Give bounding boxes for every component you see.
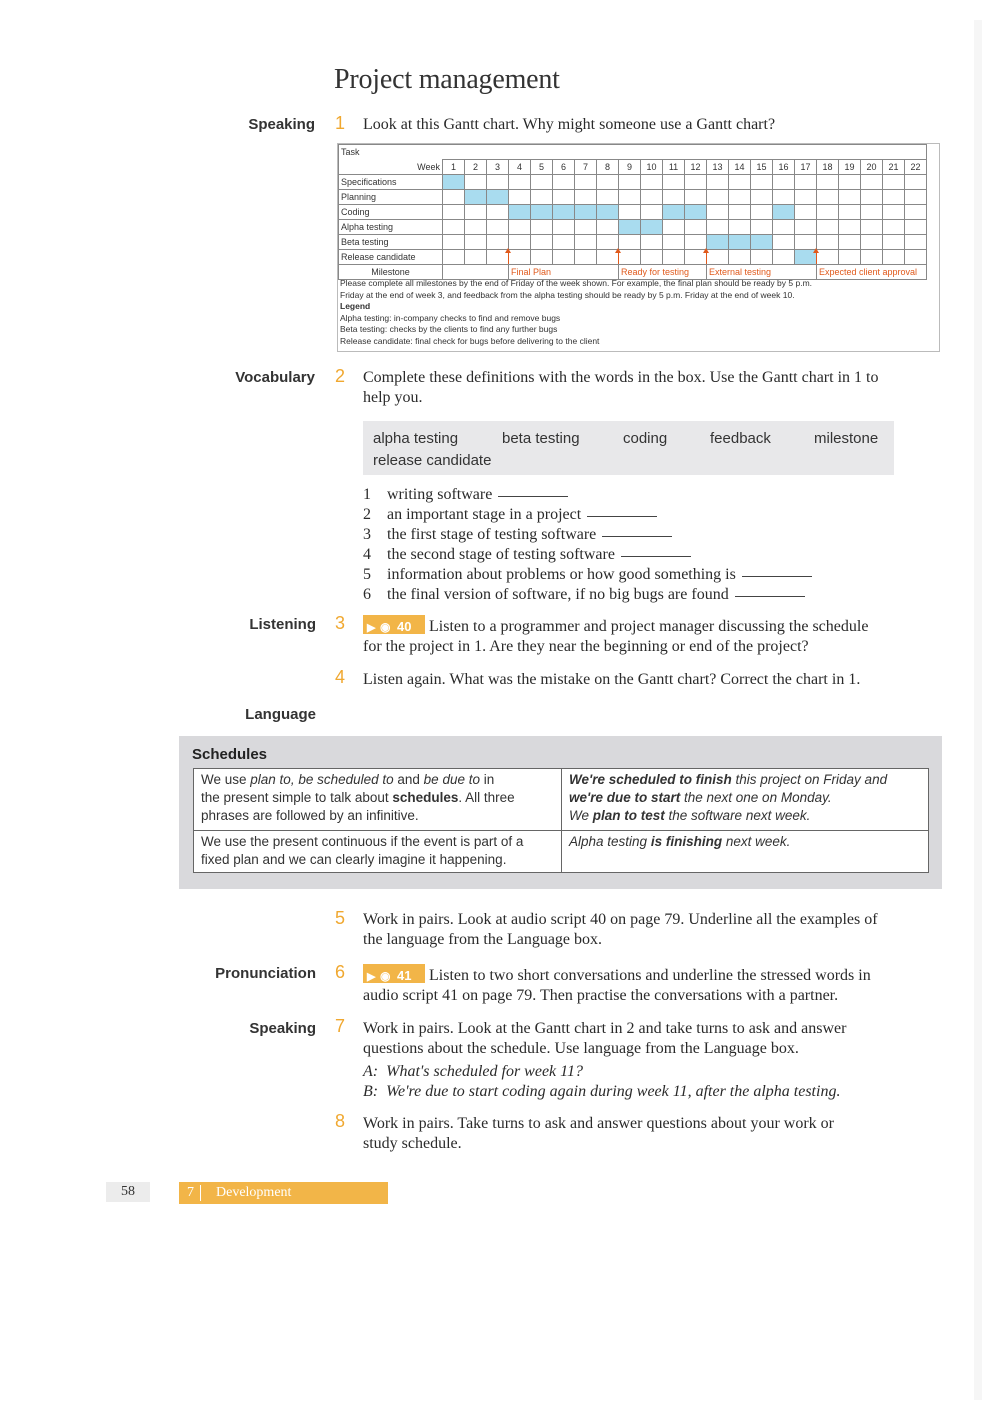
definition-item — [363, 545, 812, 565]
text-line: Listen to a programmer and project manager discussing the schedule — [429, 618, 869, 635]
word-feedback: feedback — [710, 430, 771, 447]
task-name: Alpha testing — [339, 220, 443, 235]
text: next week. — [722, 834, 791, 849]
week-number: 3 — [487, 160, 509, 175]
answer-blank[interactable] — [498, 496, 568, 497]
week-number: 14 — [729, 160, 751, 175]
gantt-empty-cell — [487, 175, 509, 190]
exercise-number: 3 — [335, 613, 346, 633]
gantt-empty-cell — [773, 235, 795, 250]
exercise-number: 1 — [335, 113, 346, 133]
gantt-empty-cell — [641, 235, 663, 250]
example-cell — [562, 831, 929, 873]
audio-track-number: 40 — [397, 619, 412, 634]
word-beta-testing: beta testing — [502, 430, 580, 447]
week-number: 21 — [883, 160, 905, 175]
gantt-empty-cell — [663, 250, 685, 265]
gantt-empty-cell — [465, 235, 487, 250]
gantt-bar-cell — [707, 235, 729, 250]
gantt-empty-cell — [663, 175, 685, 190]
gantt-bar-cell — [575, 205, 597, 220]
text-line: Complete these definitions with the words in the box. Use the Gantt chart in 1 to — [363, 369, 879, 386]
arrow-stem — [706, 251, 707, 264]
gantt-task-row — [339, 235, 927, 250]
gantt-bar-cell — [619, 220, 641, 235]
gantt-empty-cell — [443, 190, 465, 205]
unit-number: 7 — [187, 1185, 194, 1200]
exercise-number: 2 — [335, 366, 346, 386]
week-label: Week — [339, 160, 443, 175]
week-number: 9 — [619, 160, 641, 175]
gantt-empty-cell — [729, 190, 751, 205]
definition-item — [363, 565, 812, 585]
exercise-number: 5 — [335, 908, 346, 928]
cd-icon: ◉ — [380, 620, 391, 634]
text: the software next week. — [664, 808, 811, 823]
gantt-empty-cell — [641, 175, 663, 190]
word-release-candidate: release candidate — [373, 452, 492, 469]
gantt-empty-cell — [839, 250, 861, 265]
arrow-stem — [618, 251, 619, 264]
text: be due to — [423, 772, 480, 787]
table-row — [194, 769, 929, 831]
gantt-notes — [340, 278, 812, 348]
gantt-empty-cell — [575, 220, 597, 235]
gantt-task-row — [339, 190, 927, 205]
week-number: 15 — [751, 160, 773, 175]
gantt-empty-cell — [707, 205, 729, 220]
section-label-pronunciation: Pronunciation — [215, 965, 316, 982]
text: the next one on Monday. — [680, 790, 832, 805]
gantt-empty-cell — [685, 175, 707, 190]
gantt-empty-cell — [531, 190, 553, 205]
definition-text: an important stage in a project — [387, 506, 582, 523]
gantt-empty-cell — [509, 190, 531, 205]
gantt-empty-cell — [575, 190, 597, 205]
legend-title: Legend — [340, 301, 371, 312]
gantt-empty-cell — [443, 205, 465, 220]
word-coding: coding — [623, 430, 668, 447]
gantt-empty-cell — [861, 235, 883, 250]
definition-item — [363, 525, 812, 545]
gantt-empty-cell — [443, 220, 465, 235]
gantt-week-row — [339, 160, 927, 175]
text: We use — [201, 772, 251, 787]
gantt-empty-cell — [773, 190, 795, 205]
definition-item — [363, 505, 812, 525]
gantt-empty-cell — [729, 175, 751, 190]
gantt-task-row — [339, 175, 927, 190]
divider — [200, 1185, 201, 1201]
gantt-bar-cell — [443, 175, 465, 190]
definition-text: the second stage of testing software — [387, 546, 615, 563]
exercise-number: 8 — [335, 1111, 346, 1131]
gantt-empty-cell — [575, 175, 597, 190]
text: plan to, be scheduled to — [250, 772, 394, 787]
unit-footer — [179, 1182, 388, 1204]
gantt-empty-cell — [663, 235, 685, 250]
gantt-empty-cell — [795, 190, 817, 205]
gantt-empty-cell — [729, 250, 751, 265]
text: . All three — [458, 790, 515, 805]
exercise-5-text — [363, 910, 878, 950]
gantt-empty-cell — [861, 250, 883, 265]
gantt-empty-cell — [619, 190, 641, 205]
gantt-empty-cell — [619, 205, 641, 220]
speaker-label: A: — [363, 1063, 379, 1080]
gantt-empty-cell — [839, 175, 861, 190]
definition-text: information about problems or how good something is — [387, 566, 736, 583]
definition-text: the first stage of testing software — [387, 526, 597, 543]
gantt-empty-cell — [817, 205, 839, 220]
gantt-empty-cell — [839, 190, 861, 205]
gantt-empty-cell — [575, 235, 597, 250]
gantt-empty-cell — [817, 190, 839, 205]
text-line: Listen to two short conversations and underline the stressed words in — [429, 967, 871, 984]
gantt-empty-cell — [729, 220, 751, 235]
language-box-title: Schedules — [192, 746, 268, 763]
definition-item — [363, 485, 812, 505]
text-line: Work in pairs. Look at the Gantt chart in 2 and take turns to ask and answer — [363, 1020, 847, 1037]
gantt-chart — [337, 143, 940, 352]
text: the present simple to talk about — [201, 790, 393, 805]
week-number: 8 — [597, 160, 619, 175]
gantt-empty-cell — [839, 235, 861, 250]
text: plan to test — [592, 808, 665, 823]
answer-blank[interactable] — [621, 556, 691, 557]
week-number: 2 — [465, 160, 487, 175]
gantt-bar-cell — [685, 205, 707, 220]
answer-blank[interactable] — [602, 536, 672, 537]
gantt-empty-cell — [685, 220, 707, 235]
gantt-empty-cell — [773, 250, 795, 265]
gantt-empty-cell — [531, 235, 553, 250]
item-number: 3 — [363, 526, 371, 543]
gantt-empty-cell — [795, 220, 817, 235]
gantt-empty-cell — [729, 205, 751, 220]
audio-track-number: 41 — [397, 968, 412, 983]
gantt-empty-cell — [905, 175, 927, 190]
text: and — [393, 772, 424, 787]
week-number: 19 — [839, 160, 861, 175]
task-name: Coding — [339, 205, 443, 220]
milestone-text: Expected client approval — [819, 267, 918, 277]
definitions-list — [363, 485, 812, 605]
gantt-empty-cell — [817, 220, 839, 235]
week-number: 7 — [575, 160, 597, 175]
table-row — [194, 831, 929, 873]
gantt-empty-cell — [861, 175, 883, 190]
gantt-empty-cell — [707, 175, 729, 190]
gantt-empty-cell — [509, 175, 531, 190]
task-name: Beta testing — [339, 235, 443, 250]
gantt-bar-cell — [509, 205, 531, 220]
rule-cell — [194, 769, 562, 831]
unit-name: Development — [216, 1185, 292, 1200]
text-line: questions about the schedule. Use language from the Language box. — [363, 1040, 799, 1057]
week-number: 13 — [707, 160, 729, 175]
text: phrases are followed by an infinitive. — [201, 808, 419, 823]
answer-blank[interactable] — [742, 576, 812, 577]
gantt-bar-cell — [487, 190, 509, 205]
milestone-label: Milestone — [339, 265, 443, 280]
gantt-empty-cell — [465, 250, 487, 265]
rule-cell — [194, 831, 562, 873]
text-line: for the project in 1. Are they near the beginning or end of the project? — [363, 638, 809, 655]
gantt-empty-cell — [773, 175, 795, 190]
gantt-empty-cell — [575, 250, 597, 265]
gantt-bar-cell — [597, 205, 619, 220]
milestone-text: Ready for testing — [621, 267, 690, 277]
exercise-number: 4 — [335, 667, 346, 687]
answer-blank[interactable] — [587, 516, 657, 517]
gantt-empty-cell — [553, 235, 575, 250]
task-name: Specifications — [339, 175, 443, 190]
week-number: 4 — [509, 160, 531, 175]
gantt-bar-cell — [641, 220, 663, 235]
gantt-empty-cell — [883, 205, 905, 220]
gantt-task-row — [339, 205, 927, 220]
gantt-empty-cell — [751, 220, 773, 235]
gantt-empty-cell — [509, 220, 531, 235]
dialogue-a — [363, 1062, 846, 1082]
gantt-table — [338, 144, 927, 280]
gantt-empty-cell — [773, 220, 795, 235]
gantt-note: Please complete all milestones by the end of Friday of the week shown. For example, the final plan should be ready by 5 p.m. — [340, 278, 813, 288]
task-header: Task — [339, 145, 927, 160]
week-number: 20 — [861, 160, 883, 175]
gantt-empty-cell — [619, 235, 641, 250]
gantt-empty-cell — [883, 175, 905, 190]
gantt-empty-cell — [553, 190, 575, 205]
gantt-task-row — [339, 250, 927, 265]
exercise-number: 6 — [335, 962, 346, 982]
week-number: 11 — [663, 160, 685, 175]
gantt-empty-cell — [531, 175, 553, 190]
audio-track-button[interactable] — [363, 964, 425, 983]
gantt-empty-cell — [817, 250, 839, 265]
word-alpha-testing: alpha testing — [373, 430, 459, 447]
gantt-empty-cell — [509, 235, 531, 250]
text: in — [479, 772, 495, 787]
week-number: 10 — [641, 160, 663, 175]
gantt-bar-cell — [773, 205, 795, 220]
item-number: 4 — [363, 546, 371, 563]
gantt-empty-cell — [531, 220, 553, 235]
gantt-task-row — [339, 220, 927, 235]
gantt-empty-cell — [597, 190, 619, 205]
week-number: 5 — [531, 160, 553, 175]
text: we're due to start — [569, 790, 681, 805]
gantt-empty-cell — [619, 175, 641, 190]
text-line: audio script 41 on page 79. Then practise the conversations with a partner. — [363, 987, 839, 1004]
gantt-empty-cell — [663, 190, 685, 205]
gantt-empty-cell — [553, 175, 575, 190]
gantt-empty-cell — [883, 250, 905, 265]
gantt-bar-cell — [465, 190, 487, 205]
item-number: 6 — [363, 586, 371, 603]
gantt-empty-cell — [663, 220, 685, 235]
gantt-empty-cell — [707, 250, 729, 265]
cd-icon: ◉ — [380, 969, 391, 983]
gantt-empty-cell — [883, 220, 905, 235]
gantt-empty-cell — [487, 205, 509, 220]
gantt-empty-cell — [883, 190, 905, 205]
text-line: help you. — [363, 389, 423, 406]
gantt-empty-cell — [465, 175, 487, 190]
week-number: 17 — [795, 160, 817, 175]
gantt-empty-cell — [707, 190, 729, 205]
section-label-vocabulary: Vocabulary — [235, 369, 315, 386]
play-icon: ▶ — [367, 971, 376, 983]
gantt-empty-cell — [707, 220, 729, 235]
gantt-empty-cell — [905, 205, 927, 220]
exercise-1-text: Look at this Gantt chart. Why might someone use a Gantt chart? — [363, 116, 776, 133]
text-line: Work in pairs. Take turns to ask and answer questions about your work or — [363, 1115, 834, 1132]
week-number: 12 — [685, 160, 707, 175]
gantt-empty-cell — [465, 205, 487, 220]
gantt-empty-cell — [905, 250, 927, 265]
gantt-empty-cell — [597, 220, 619, 235]
gantt-empty-cell — [465, 220, 487, 235]
section-label-speaking: Speaking — [248, 116, 315, 133]
language-table — [193, 768, 929, 873]
milestone-text: External testing — [709, 267, 772, 277]
gantt-empty-cell — [883, 235, 905, 250]
text-line: study schedule. — [363, 1135, 462, 1152]
gantt-empty-cell — [817, 175, 839, 190]
arrow-stem — [816, 251, 817, 264]
text: is finishing — [650, 834, 723, 849]
gantt-empty-cell — [861, 205, 883, 220]
milestone-text: Final Plan — [511, 267, 552, 277]
word-milestone: milestone — [814, 430, 879, 447]
audio-track-button[interactable] — [363, 615, 425, 634]
gantt-empty-cell — [839, 220, 861, 235]
text: We use the present continuous if the event is part of a — [201, 834, 524, 849]
milestone-cell — [817, 265, 927, 280]
text: We're scheduled to finish — [569, 772, 732, 787]
item-number: 1 — [363, 486, 371, 503]
gantt-empty-cell — [817, 235, 839, 250]
section-label-language: Language — [245, 706, 316, 723]
example-cell — [562, 769, 929, 831]
exercise-number: 7 — [335, 1016, 346, 1036]
gantt-empty-cell — [795, 205, 817, 220]
gantt-bar-cell — [553, 205, 575, 220]
word-box — [363, 421, 894, 475]
gantt-bar-cell — [729, 235, 751, 250]
arrow-stem — [508, 251, 509, 264]
item-number: 2 — [363, 506, 371, 523]
section-label-speaking-2: Speaking — [249, 1020, 316, 1037]
answer-blank[interactable] — [735, 596, 805, 597]
section-label-listening: Listening — [249, 616, 316, 633]
page-number: 58 — [106, 1182, 150, 1202]
week-number: 6 — [553, 160, 575, 175]
legend-item: Alpha testing: in-company checks to find and remove bugs — [340, 312, 561, 323]
text-line: the language from the Language box. — [363, 931, 603, 948]
text: fixed plan and we can clearly imagine it happening. — [201, 852, 507, 867]
text: this project on Friday and — [731, 772, 888, 787]
gantt-empty-cell — [553, 220, 575, 235]
gantt-empty-cell — [641, 250, 663, 265]
gantt-empty-cell — [509, 250, 531, 265]
gantt-empty-cell — [905, 190, 927, 205]
gantt-empty-cell — [443, 235, 465, 250]
page-title: Project management — [334, 64, 560, 95]
week-number: 22 — [905, 160, 927, 175]
gantt-bar-cell — [663, 205, 685, 220]
gantt-empty-cell — [751, 190, 773, 205]
gantt-bar-cell — [531, 205, 553, 220]
gantt-empty-cell — [641, 190, 663, 205]
task-name: Planning — [339, 190, 443, 205]
gantt-empty-cell — [839, 205, 861, 220]
gantt-empty-cell — [641, 205, 663, 220]
gantt-empty-cell — [487, 220, 509, 235]
play-icon: ▶ — [367, 622, 376, 634]
text: Alpha testing — [569, 834, 651, 849]
gantt-empty-cell — [795, 175, 817, 190]
gantt-empty-cell — [619, 250, 641, 265]
exercise-6-text — [363, 964, 871, 1006]
exercise-3-text — [363, 615, 868, 657]
gantt-empty-cell — [443, 250, 465, 265]
gantt-empty-cell — [751, 250, 773, 265]
text: schedules — [392, 790, 459, 805]
week-number: 16 — [773, 160, 795, 175]
dialogue-b — [363, 1082, 846, 1102]
week-number: 18 — [817, 160, 839, 175]
week-number: 1 — [443, 160, 465, 175]
language-box — [179, 736, 942, 889]
dialogue-text: We're due to start coding again during week 11, after the alpha testing. — [386, 1083, 841, 1100]
dialogue-text: What's scheduled for week 11? — [386, 1063, 583, 1080]
gantt-header-row — [339, 145, 927, 160]
gantt-empty-cell — [531, 250, 553, 265]
exercise-7-text — [363, 1019, 846, 1102]
exercise-8-text — [363, 1114, 834, 1154]
gantt-empty-cell — [751, 175, 773, 190]
gantt-bar-cell — [751, 235, 773, 250]
legend-item: Beta testing: checks by the clients to find any further bugs — [340, 324, 558, 335]
task-name: Release candidate — [339, 250, 443, 265]
text: We — [569, 808, 593, 823]
gantt-empty-cell — [905, 220, 927, 235]
legend-item: Release candidate: final check for bugs before delivering to the client — [340, 335, 600, 346]
page-edge-shade — [974, 20, 982, 1400]
gantt-empty-cell — [597, 175, 619, 190]
gantt-empty-cell — [905, 235, 927, 250]
definition-text: writing software — [387, 486, 493, 503]
gantt-empty-cell — [685, 190, 707, 205]
definition-text: the final version of software, if no big bugs are found — [387, 586, 729, 603]
gantt-empty-cell — [751, 205, 773, 220]
gantt-empty-cell — [861, 220, 883, 235]
text-line: Work in pairs. Look at audio script 40 on page 79. Underline all the examples of — [363, 911, 878, 928]
definition-item — [363, 585, 812, 605]
speaker-label: B: — [363, 1083, 379, 1100]
item-number: 5 — [363, 566, 371, 583]
exercise-2-text — [363, 368, 878, 408]
gantt-empty-cell — [861, 190, 883, 205]
exercise-4-text: Listen again. What was the mistake on the Gantt chart? Correct the chart in 1. — [363, 671, 861, 688]
gantt-empty-cell — [553, 250, 575, 265]
gantt-note: Friday at the end of week 3, and feedback from the alpha testing should be ready by 5 p.m. Friday at the end of week 10. — [340, 289, 795, 300]
